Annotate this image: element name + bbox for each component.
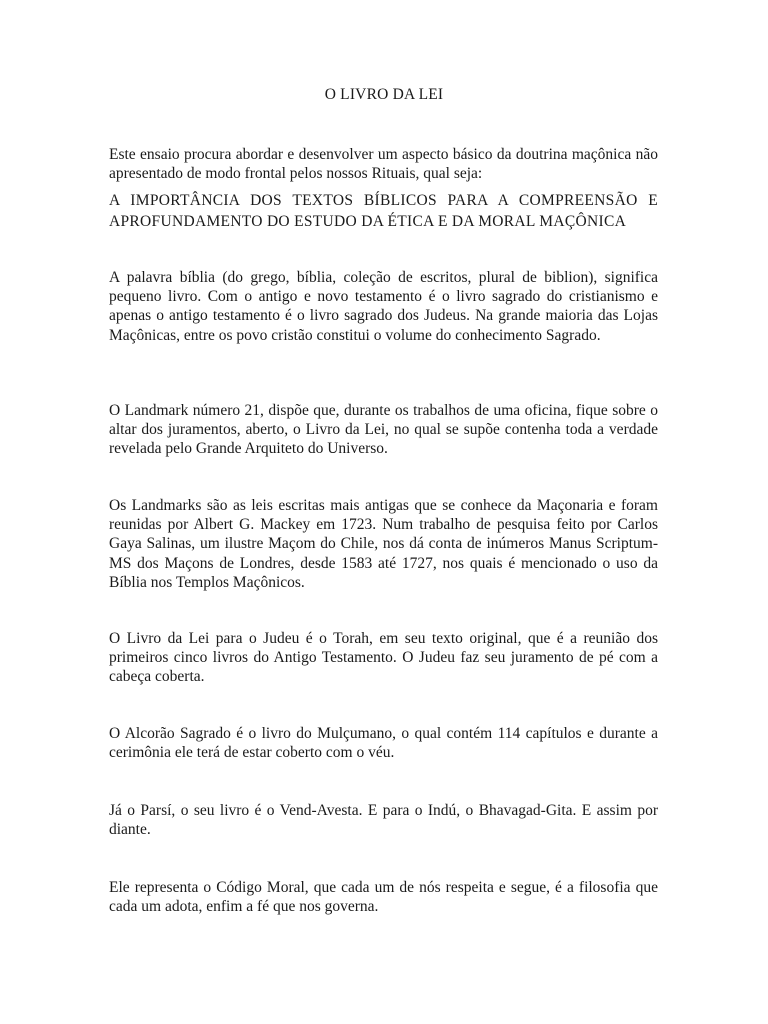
page-title: O LIVRO DA LEI [324, 86, 444, 103]
paragraph-torah: O Livro da Lei para o Judeu é o Torah, em seu texto original, que é a reunião dos primeiros cinco livros do Antigo Testamento. O Judeu faz seu juramento de pé com a cabeça coberta. [109, 630, 658, 686]
paragraph-landmarks: Os Landmarks são as leis escritas mais antigas que se conhece da Maçonaria e foram reunidas por Albert G. Mackey em 1723. Num trabalho de pesquisa feito por Carlos Gaya Salinas, um ilustre Maçom do Chile, nos dá conta de inúmeros Manus Scriptum-MS dos Maçons de Londres, desde 1583 até 1727, nos quais é mencionado o uso da Bíblia nos Templos Maçônicos. [109, 497, 658, 591]
paragraph-codigo-moral: Ele representa o Código Moral, que cada um de nós respeita e segue, é a filosofia que cada um adota, enfim a fé que nos governa. [109, 879, 658, 916]
paragraph-biblia: A palavra bíblia (do grego, bíblia, coleção de escritos, plural de biblion), significa pequeno livro. Com o antigo e novo testamento é o livro sagrado do cristianismo e apenas o antigo testamento é o livro sagrado dos Judeus. Na grande maioria das Lojas Maçônicas, entre os povo cristão constitui o volume do conhecimento Sagrado. [109, 269, 658, 344]
emphasis-heading: A IMPORTÂNCIA DOS TEXTOS BÍBLICOS PARA A COMPREENSÃO E APROFUNDAMENTO DO ESTUDO DA ÉTICA E DA MORAL MAÇÔNICA [109, 192, 658, 230]
paragraph-parsi: Já o Parsí, o seu livro é o Vend-Avesta. E para o Indú, o Bhavagad-Gita. E assim por diante. [109, 802, 658, 839]
intro-paragraph: Este ensaio procura abordar e desenvolver um aspecto básico da doutrina maçônica não apresentado de modo frontal pelos nossos Rituais, qual seja: [109, 146, 658, 183]
paragraph-alcorao: O Alcorão Sagrado é o livro do Mulçumano, o qual contém 114 capítulos e durante a cerimônia ele terá de estar coberto com o véu. [109, 725, 658, 762]
paragraph-landmark-21: O Landmark número 21, dispõe que, durante os trabalhos de uma oficina, fique sobre o altar dos juramentos, aberto, o Livro da Lei, no qual se supõe contenha toda a verdade revelada pelo Grande Arquiteto do Universo. [109, 402, 658, 458]
